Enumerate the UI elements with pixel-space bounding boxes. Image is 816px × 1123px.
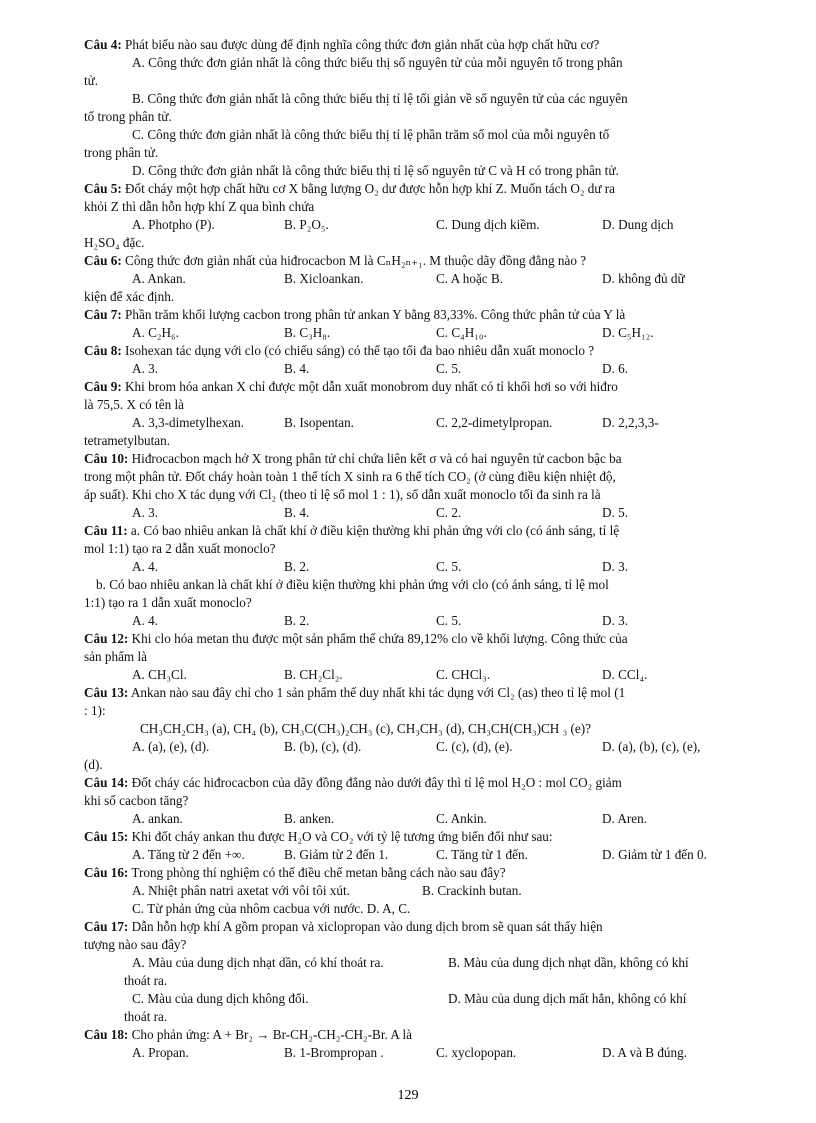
compound-list: CH₃CH₂CH₃ (a), CH₄ (b), CH₃C(CH₃)₂CH₃ (c), CH₃CH₃ (d), CH₃CH(CH₃)CH ₃ (e)? <box>140 721 591 736</box>
options-row <box>84 1044 752 1062</box>
option-a: A. 3. <box>132 505 159 520</box>
option-c: C. CHCl₃. <box>436 667 491 682</box>
question-7 <box>84 306 752 342</box>
question-text: a. Có bao nhiêu ankan là chất khí ở điều kiện thường khi phản ứng với clo (có ánh sáng, tỉ lệ <box>130 523 620 538</box>
question-8 <box>84 342 752 378</box>
question-16 <box>84 864 752 918</box>
option-a: A. Photpho (P). <box>132 217 215 232</box>
question-number: Câu 16: <box>84 865 129 880</box>
option-a: A. 3,3-dimetylhexan. <box>132 415 245 430</box>
question-text-cont: mol 1:1) tạo ra 2 dẫn xuất monoclo? <box>84 541 276 556</box>
options-row <box>84 810 752 828</box>
options-row <box>84 414 752 432</box>
options-row <box>84 900 752 918</box>
option-b: B. Màu của dung dịch nhạt dần, không có khí <box>448 955 689 970</box>
option-b: B. 2. <box>284 559 310 574</box>
option-c: C. 5. <box>436 613 462 628</box>
option-c: C. 5. <box>436 559 462 574</box>
options-row <box>84 360 752 378</box>
options-row <box>84 504 752 522</box>
options-row <box>84 882 752 900</box>
options-row <box>84 666 752 684</box>
option-c: C. 5. <box>436 361 462 376</box>
option-d-cont: (d). <box>84 757 103 772</box>
option-d: D. Giảm từ 1 đến 0. <box>602 847 707 862</box>
option-b: B. 4. <box>284 361 310 376</box>
question-text-cont: : 1): <box>84 703 106 718</box>
option-c: C. 2,2-dimetylpropan. <box>436 415 553 430</box>
question-text-cont: là 75,5. X có tên là <box>84 397 184 412</box>
question-15 <box>84 828 752 864</box>
option-b: B. C₃H₈. <box>284 325 331 340</box>
option-c: C. Công thức đơn giản nhất là công thức biểu thị tỉ lệ phần trăm số mol của mỗi nguyên tố <box>132 127 610 142</box>
question-number: Câu 9: <box>84 379 122 394</box>
question-number: Câu 8: <box>84 343 122 358</box>
question-text: Trong phòng thí nghiệm có thể điều chế metan bằng cách nào sau đây? <box>131 865 506 880</box>
option-b: B. (b), (c), (d). <box>284 739 362 754</box>
option-b: B. Isopentan. <box>284 415 354 430</box>
question-text: Ankan nào sau đây chỉ cho 1 sản phẩm thế duy nhất khi tác dụng với Cl₂ (as) theo tỉ lệ mol (1 <box>130 685 626 700</box>
option-a: A. ankan. <box>132 811 183 826</box>
question-number: Câu 18: <box>84 1027 129 1042</box>
option-a: A. C₂H₆. <box>132 325 179 340</box>
option-d: D. 3. <box>602 613 629 628</box>
option-d: D. A và B đúng. <box>602 1045 687 1060</box>
option-c: C. C₄H₁₀. <box>436 325 487 340</box>
options-row <box>84 324 752 342</box>
option-d: D. (a), (b), (c), (e), <box>602 739 701 754</box>
option-a: A. 3. <box>132 361 159 376</box>
question-4 <box>84 36 752 180</box>
question-6 <box>84 252 752 306</box>
option-d: D. C₅H₁₂. <box>602 325 654 340</box>
option-c: C. (c), (d), (e). <box>436 739 513 754</box>
question-text: Khi đốt cháy ankan thu được H₂O và CO₂ với tỷ lệ tương ứng biến đổi như sau: <box>131 829 553 844</box>
option-b: B. Xicloankan. <box>284 271 364 286</box>
option-d-cont: kiện để xác định. <box>84 289 175 304</box>
option-b: B. 1-Brompropan . <box>284 1045 384 1060</box>
option-c: C. Ankin. <box>436 811 487 826</box>
option-b: B. anken. <box>284 811 335 826</box>
option-a: A. (a), (e), (d). <box>132 739 210 754</box>
question-number: Câu 13: <box>84 685 129 700</box>
question-number: Câu 6: <box>84 253 122 268</box>
option-d: D. 2,2,3,3- <box>602 415 659 430</box>
question-text: Cho phản ứng: A + Br₂ → Br-CH₂-CH₂-CH₂-Br. A là <box>131 1027 412 1042</box>
subquestion-b: b. Có bao nhiêu ankan là chất khí ở điều kiện thường khi phản ứng với clo (có ánh sáng, tỉ lệ mol <box>96 577 609 592</box>
question-text: Công thức đơn giản nhất của hiđrocacbon M là CₙH₂ₙ₊₁. M thuộc dãy đồng đẳng nào ? <box>125 253 587 268</box>
option-b: B. Công thức đơn giản nhất là công thức biểu thị tỉ lệ tối giản về số nguyên tử của các nguyên <box>132 91 628 106</box>
question-number: Câu 12: <box>84 631 129 646</box>
option-a: A. Nhiệt phân natri axetat với vôi tôi xút. <box>132 883 350 898</box>
question-text: Đốt cháy một hợp chất hữu cơ X bằng lượng O₂ dư được hỗn hợp khí Z. Muốn tách O₂ dư ra <box>125 181 616 196</box>
option-c: C. Màu của dung dịch không đổi. <box>132 991 309 1006</box>
option-a: A. Tăng từ 2 đến +∞. <box>132 847 245 862</box>
option-b-cont: tố trong phân tử. <box>84 109 172 124</box>
option-b: B. CH₂Cl₂. <box>284 667 343 682</box>
question-text-cont: trong một phân tử. Đốt cháy hoàn toàn 1 thể tích X sinh ra 6 thể tích CO₂ (ở cùng điều kiện nhiệt độ, <box>84 469 616 484</box>
option-d: D. Màu của dung dịch mất hẳn, không có khí <box>448 991 687 1006</box>
question-text-cont: sản phẩm là <box>84 649 147 664</box>
option-d: D. Dung dịch <box>602 217 674 232</box>
question-text: Đốt cháy các hiđrocacbon của dãy đồng đẳng nào dưới đây thì tỉ lệ mol H₂O : mol CO₂ giảm <box>131 775 622 790</box>
option-d: D. Công thức đơn giản nhất là công thức biểu thị tỉ lệ số nguyên tử C và H có trong phân tử. <box>132 163 619 178</box>
option-a: A. 4. <box>132 613 159 628</box>
option-d: D. 3. <box>602 559 629 574</box>
option-d: D. 6. <box>602 361 629 376</box>
question-text: Isohexan tác dụng với clo (có chiếu sáng) có thể tạo tối đa bao nhiêu dẫn xuất monoclo ? <box>125 343 595 358</box>
question-text: Dẫn hỗn hợp khí A gồm propan và xiclopropan vào dung dịch brom sẽ quan sát thấy hiện <box>131 919 603 934</box>
option-a: A. Màu của dung dịch nhạt dần, có khí thoát ra. <box>132 955 384 970</box>
question-18 <box>84 1026 752 1062</box>
option-b: B. Giảm từ 2 đến 1. <box>284 847 389 862</box>
option-d: D. 5. <box>602 505 629 520</box>
options-row <box>84 738 752 756</box>
option-a: A. CH₃Cl. <box>132 667 187 682</box>
question-5 <box>84 180 752 252</box>
option-d-cont: H₂SO₄ đặc. <box>84 235 145 250</box>
question-text-cont: khỏi Z thì dẫn hỗn hợp khí Z qua bình chứa <box>84 199 315 214</box>
option-a-cont: tử. <box>84 73 99 88</box>
question-text: Khi clo hóa metan thu được một sản phẩm thế chứa 89,12% clo về khối lượng. Công thức của <box>131 631 628 646</box>
question-text-cont: áp suất). Khi cho X tác dụng với Cl₂ (theo tỉ lệ số mol 1 : 1), số dẫn xuất monoclo tối đa sinh ra là <box>84 487 601 502</box>
question-9 <box>84 378 752 450</box>
question-text-cont: tượng nào sau đây? <box>84 937 187 952</box>
question-10 <box>84 450 752 522</box>
question-number: Câu 10: <box>84 451 129 466</box>
option-d: D. A, C. <box>366 901 411 916</box>
question-17 <box>84 918 752 1026</box>
option-d: D. Aren. <box>602 811 648 826</box>
question-text: Phần trăm khối lượng cacbon trong phân tử ankan Y bằng 83,33%. Công thức phân tử của Y là <box>125 307 626 322</box>
option-b: B. 4. <box>284 505 310 520</box>
option-d: D. không đủ dữ <box>602 271 685 286</box>
page-number: 129 <box>397 1088 419 1103</box>
question-13 <box>84 684 752 774</box>
question-11 <box>84 522 752 630</box>
options-row <box>84 954 752 972</box>
options-row <box>84 990 752 1008</box>
option-a: A. 4. <box>132 559 159 574</box>
options-row <box>84 558 752 576</box>
option-c: C. 2. <box>436 505 462 520</box>
option-b-cont: thoát ra. <box>124 973 168 988</box>
worksheet-page <box>84 36 752 1062</box>
option-d-cont: thoát ra. <box>124 1009 168 1024</box>
option-c-cont: trong phân tử. <box>84 145 159 160</box>
option-d: D. CCl₄. <box>602 667 648 682</box>
question-text: Hiđrocacbon mạch hở X trong phân tử chỉ chứa liên kết σ và có hai nguyên tử cacbon bậc ba <box>131 451 622 466</box>
question-text: Phát biểu nào sau được dùng để định nghĩa công thức đơn giản nhất của hợp chất hữu cơ? <box>125 37 600 52</box>
subquestion-b-cont: 1:1) tạo ra 1 dẫn xuất monoclo? <box>84 595 252 610</box>
question-number: Câu 7: <box>84 307 122 322</box>
options-row <box>84 612 752 630</box>
question-text-cont: khi số cacbon tăng? <box>84 793 189 808</box>
option-b: B. Crackinh butan. <box>422 883 522 898</box>
option-d-cont: tetrametylbutan. <box>84 433 171 448</box>
option-c: C. Tăng từ 1 đến. <box>436 847 528 862</box>
question-number: Câu 4: <box>84 37 122 52</box>
option-c: C. xyclopopan. <box>436 1045 517 1060</box>
question-number: Câu 5: <box>84 181 122 196</box>
option-a: A. Propan. <box>132 1045 189 1060</box>
question-number: Câu 11: <box>84 523 128 538</box>
option-a: A. Công thức đơn giản nhất là công thức biểu thị số nguyên tử của mỗi nguyên tố trong phân <box>132 55 623 70</box>
options-row <box>84 270 752 288</box>
question-number: Câu 17: <box>84 919 129 934</box>
option-b: B. 2. <box>284 613 310 628</box>
option-a: A. Ankan. <box>132 271 186 286</box>
question-14 <box>84 774 752 828</box>
option-b: B. P₂O₅. <box>284 217 329 232</box>
option-c: C. A hoặc B. <box>436 271 504 286</box>
question-number: Câu 15: <box>84 829 129 844</box>
question-text: Khi brom hóa ankan X chỉ được một dẫn xuất monobrom duy nhất có tỉ khối hơi so với hiđro <box>125 379 618 394</box>
option-c: C. Dung dịch kiềm. <box>436 217 540 232</box>
options-row <box>84 216 752 234</box>
question-12 <box>84 630 752 684</box>
question-number: Câu 14: <box>84 775 129 790</box>
options-row <box>84 846 752 864</box>
option-c: C. Từ phản ứng của nhôm cacbua với nước. <box>132 901 364 916</box>
